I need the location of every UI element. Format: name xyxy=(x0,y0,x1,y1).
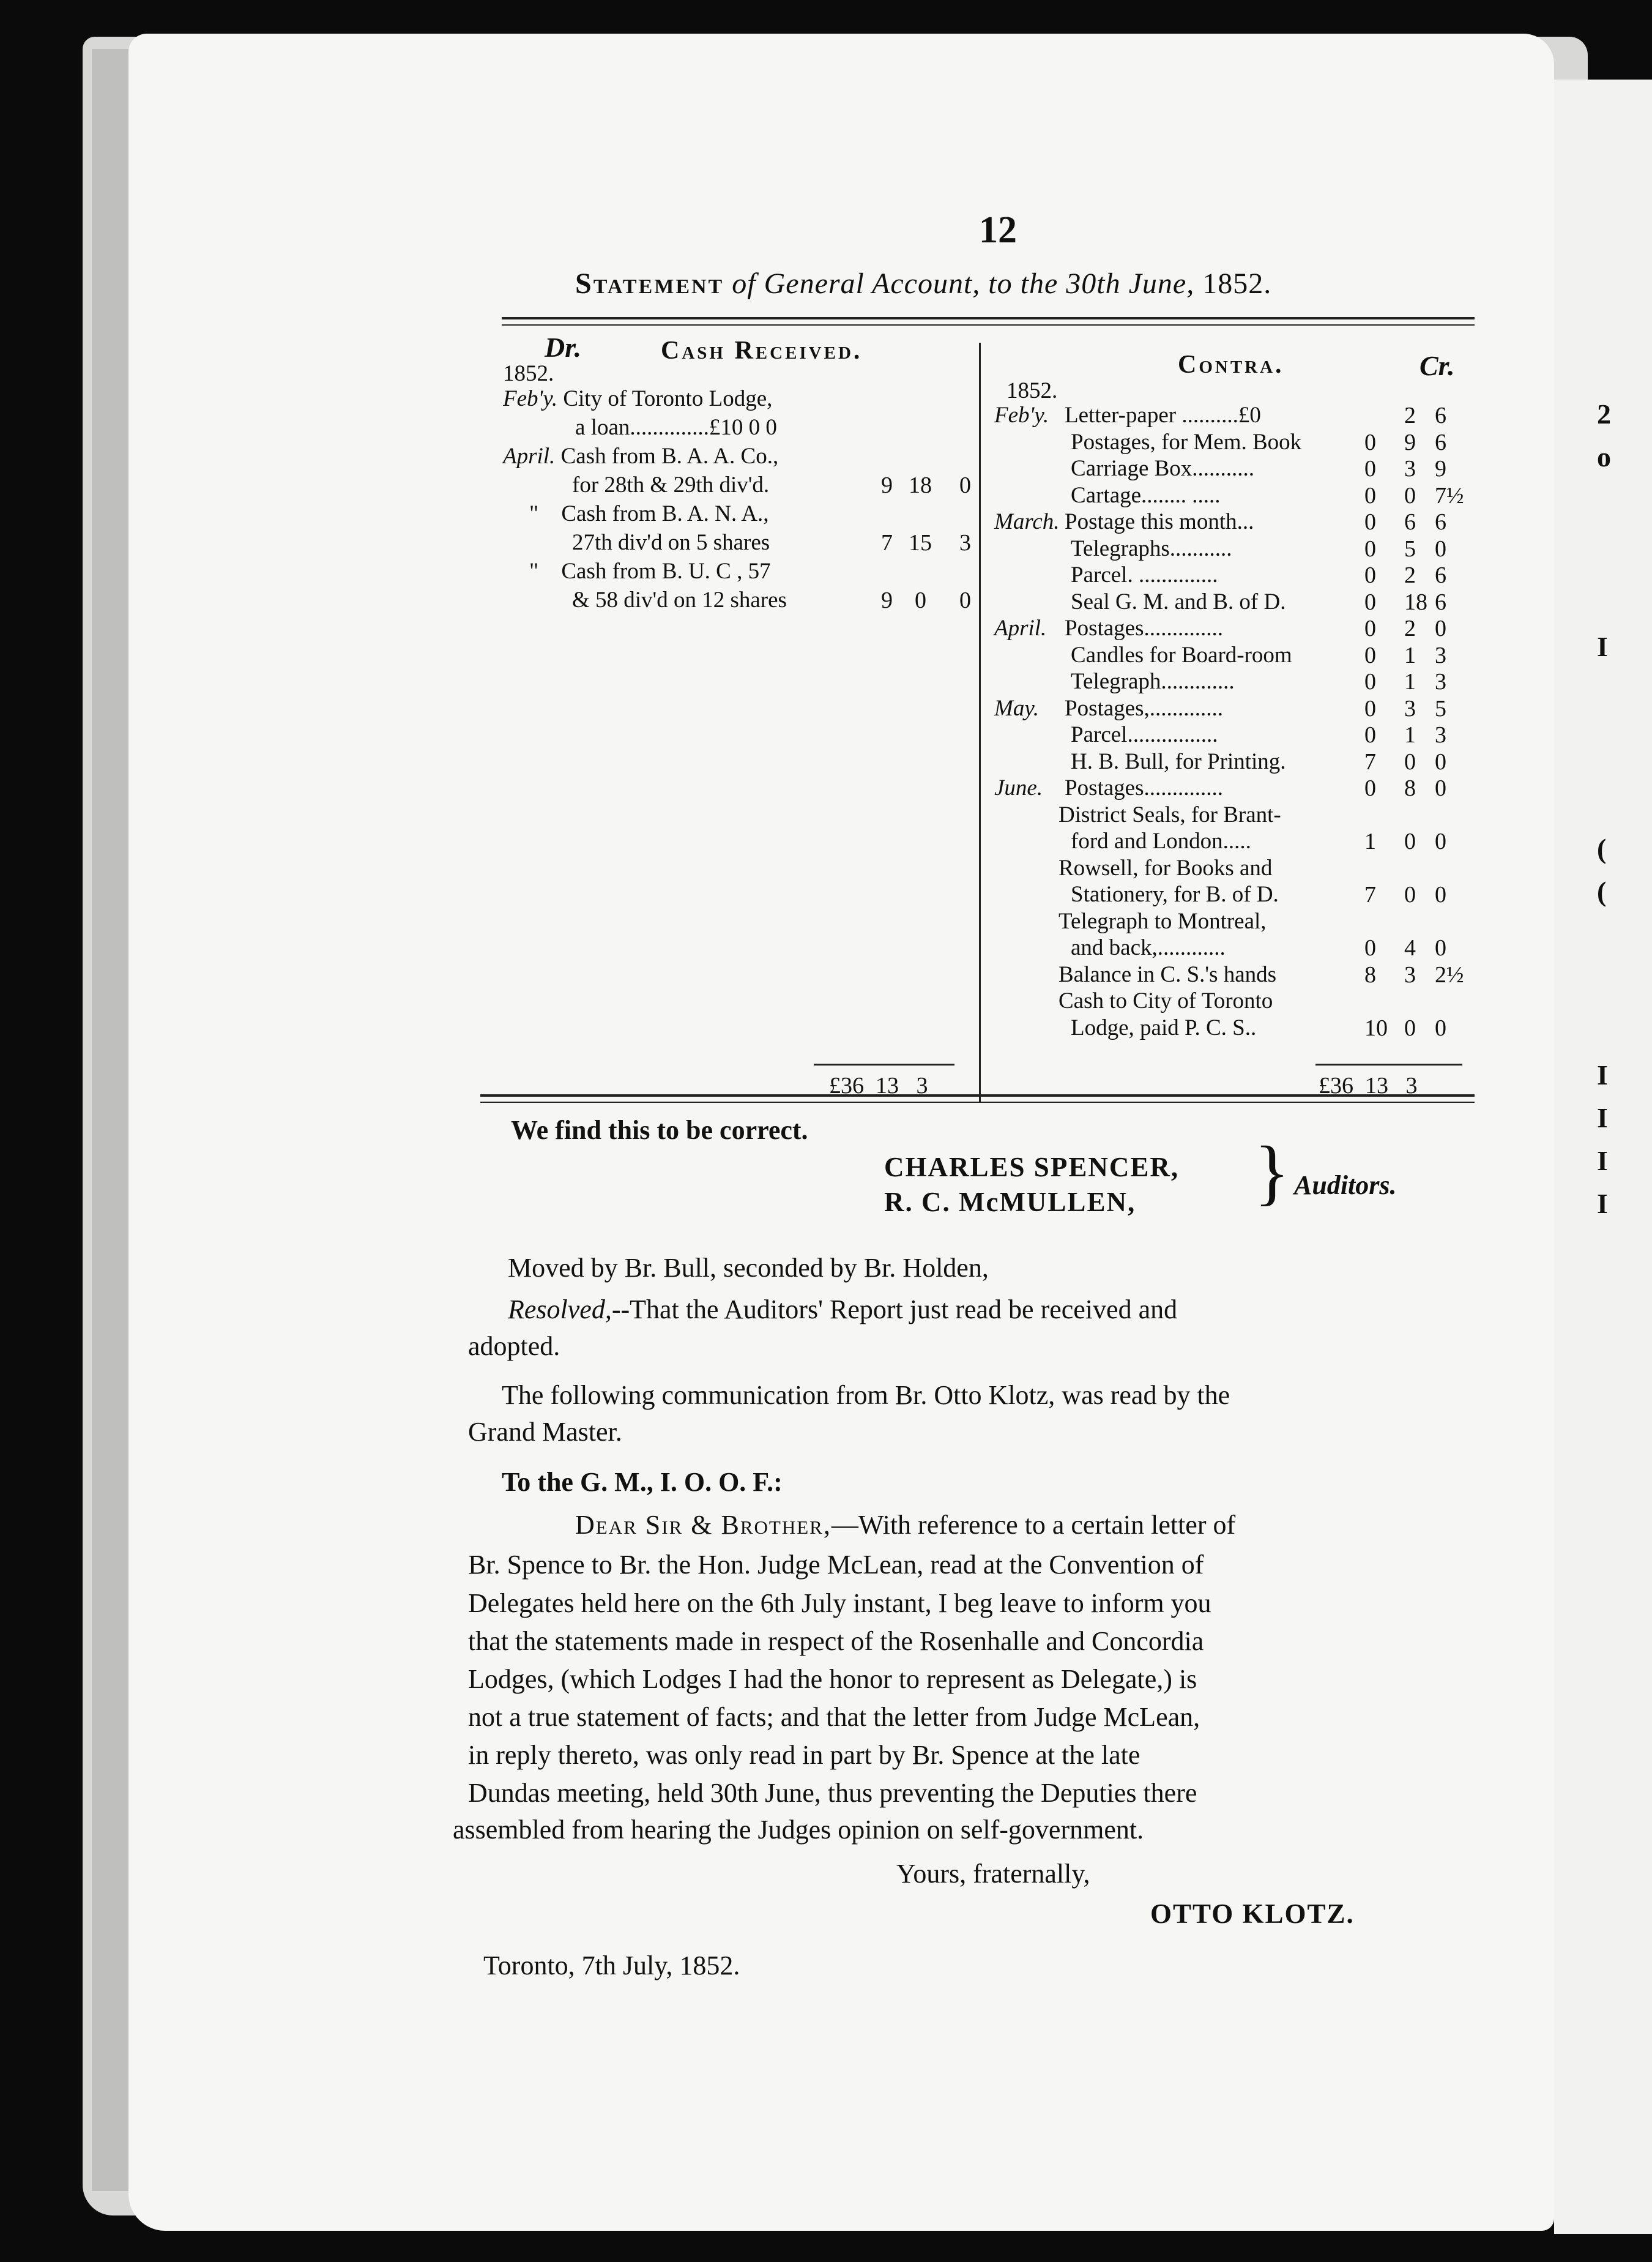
letter-line: in reply thereto, was only read in part by Br. Spence at the late xyxy=(468,1740,1140,1770)
amount-shillings: 0 xyxy=(1404,829,1416,854)
dr-label: Dr. xyxy=(545,332,582,363)
amount-pence: 2½ xyxy=(1435,962,1464,988)
amount-pounds: 0 xyxy=(1364,669,1376,695)
contra-month: April. xyxy=(994,616,1047,641)
contra-description: Parcel. .............. xyxy=(1071,562,1218,588)
left-year: 1852. xyxy=(503,361,554,386)
amount-pence: 3 xyxy=(959,530,971,556)
table-bottom-rule-thin xyxy=(480,1102,1475,1103)
contra-month: May. xyxy=(994,696,1039,721)
amount-pence: 0 xyxy=(1435,829,1446,854)
amount-pounds: 0 xyxy=(1364,775,1376,801)
letter-addressee: To the G. M., I. O. O. F.: xyxy=(502,1467,783,1497)
contra-description: Telegraphs........... xyxy=(1071,536,1232,561)
amount-shillings: 18 xyxy=(909,472,932,498)
facing-fragment: ( xyxy=(1597,876,1607,907)
page-title: Statement of General Account, to the 30th June, 1852. xyxy=(575,267,1272,300)
contra-heading: Contra. xyxy=(1178,351,1284,379)
left-row: 27th div'd on 5 shares xyxy=(572,530,770,555)
auditors-label: Auditors. xyxy=(1294,1170,1397,1200)
amount-pence: 0 xyxy=(1435,882,1446,908)
contra-description: Cash to City of Toronto xyxy=(1059,988,1273,1013)
communication-line: The following communication from Br. Otto Klotz, was read by the xyxy=(502,1380,1230,1410)
letter-line: Delegates held here on the 6th July instant, I beg leave to inform you xyxy=(468,1588,1211,1618)
letter-line: Dear Sir & Brother,—With reference to a certain letter of xyxy=(575,1510,1236,1540)
amount-pounds: 0 xyxy=(1364,562,1376,588)
auditor-name: CHARLES SPENCER, xyxy=(884,1152,1180,1182)
amount-pence: 5 xyxy=(1435,696,1446,722)
amount-pence: 0 xyxy=(1435,536,1446,562)
amount-shillings: 2 xyxy=(1404,616,1416,641)
amount-shillings: 2 xyxy=(1404,562,1416,588)
amount-pounds: 8 xyxy=(1364,962,1376,988)
contra-description: Balance in C. S.'s hands xyxy=(1059,962,1277,987)
amount-shillings: 1 xyxy=(1404,643,1416,668)
amount-pence: 0 xyxy=(1435,935,1446,961)
amount-pounds: 1 xyxy=(1364,829,1376,854)
amount-pence: 0 xyxy=(1435,775,1446,801)
facing-fragment: I xyxy=(1597,1059,1608,1091)
left-row: & 58 div'd on 12 shares xyxy=(572,588,787,613)
letter-line: that the statements made in respect of the Rosenhalle and Concordia xyxy=(468,1626,1204,1656)
contra-description: Postages,............. xyxy=(1065,696,1223,721)
letter-line: assembled from hearing the Judges opinion on self-government. xyxy=(453,1815,1144,1845)
amount-shillings: 3 xyxy=(1404,962,1416,988)
amount-pence: 3 xyxy=(1435,643,1446,668)
contra-description: ford and London..... xyxy=(1071,829,1251,854)
amount-pence: 6 xyxy=(1435,403,1446,428)
amount-pounds: 7 xyxy=(881,530,893,556)
amount-shillings: 5 xyxy=(1404,536,1416,562)
contra-description: Postage this month... xyxy=(1065,509,1254,534)
facing-fragment: o xyxy=(1597,441,1611,472)
contra-description: Rowsell, for Books and xyxy=(1059,856,1273,881)
letter-line: Lodges, (which Lodges I had the honor to represent as Delegate,) is xyxy=(468,1664,1197,1694)
communication-line: Grand Master. xyxy=(468,1417,622,1447)
facing-fragment: I xyxy=(1597,1188,1608,1219)
letter-closing: Yours, fraternally, xyxy=(896,1859,1090,1889)
verification-statement: We find this to be correct. xyxy=(511,1115,808,1145)
contra-description: Carriage Box........... xyxy=(1071,456,1255,481)
amount-shillings: 0 xyxy=(915,588,926,613)
table-top-rule-thin xyxy=(502,324,1475,326)
letter-line: Dundas meeting, held 30th June, thus preventing the Deputies there xyxy=(468,1778,1197,1808)
amount-pounds: 0 xyxy=(1364,935,1376,961)
contra-month: March. xyxy=(994,509,1060,534)
amount-pence: 9 xyxy=(1435,456,1446,482)
contra-description: Telegraph to Montreal, xyxy=(1059,909,1267,934)
amount-pounds: 0 xyxy=(1364,430,1376,455)
right-total: £36 13 3 xyxy=(1319,1073,1418,1099)
amount-shillings: 15 xyxy=(909,530,932,556)
amount-pounds: 0 xyxy=(1364,536,1376,562)
amount-pence: 7½ xyxy=(1435,483,1464,509)
amount-pounds: 7 xyxy=(1364,749,1376,775)
amount-shillings: 0 xyxy=(1404,1015,1416,1041)
amount-pence: 0 xyxy=(1435,1015,1446,1041)
contra-description: Postages.............. xyxy=(1065,775,1223,801)
contra-description: and back,............ xyxy=(1071,935,1226,960)
contra-description: H. B. Bull, for Printing. xyxy=(1071,749,1286,774)
left-row: for 28th & 29th div'd. xyxy=(572,472,770,498)
amount-pence: 3 xyxy=(1435,669,1446,695)
amount-pounds: 9 xyxy=(881,472,893,498)
amount-pence: 6 xyxy=(1435,509,1446,535)
amount-pence: 0 xyxy=(1435,616,1446,641)
left-row: " Cash from B. A. N. A., xyxy=(529,501,769,526)
amount-pence: 6 xyxy=(1435,589,1446,615)
left-row: " Cash from B. U. C , 57 xyxy=(529,559,771,584)
amount-pounds: 0 xyxy=(1364,589,1376,615)
contra-description: Candles for Board-room xyxy=(1071,643,1292,668)
page-stack xyxy=(92,49,128,2191)
contra-description: Stationery, for B. of D. xyxy=(1071,882,1279,907)
left-total: £36 13 3 xyxy=(829,1073,928,1099)
contra-description: Telegraph............. xyxy=(1071,669,1235,694)
amount-shillings: 9 xyxy=(1404,430,1416,455)
amount-shillings: 2 xyxy=(1404,403,1416,428)
amount-pounds: 0 xyxy=(1364,509,1376,535)
amount-pounds: 0 xyxy=(1364,616,1376,641)
amount-shillings: 18 xyxy=(1404,589,1427,615)
amount-shillings: 1 xyxy=(1404,669,1416,695)
amount-pounds: 0 xyxy=(1364,456,1376,482)
letter-signature: OTTO KLOTZ. xyxy=(1150,1898,1355,1929)
contra-description: Postages, for Mem. Book xyxy=(1071,430,1302,455)
amount-shillings: 1 xyxy=(1404,722,1416,748)
amount-shillings: 8 xyxy=(1404,775,1416,801)
left-row: Feb'y. City of Toronto Lodge, xyxy=(503,386,773,411)
amount-shillings: 0 xyxy=(1404,749,1416,775)
facing-fragment: I xyxy=(1597,631,1608,662)
amount-shillings: 0 xyxy=(1404,882,1416,908)
letter-place-date: Toronto, 7th July, 1852. xyxy=(483,1950,740,1980)
contra-description: Parcel................ xyxy=(1071,722,1218,747)
amount-shillings: 4 xyxy=(1404,935,1416,961)
contra-description: Letter-paper ..........£0 xyxy=(1065,403,1261,428)
right-total-rule xyxy=(1315,1064,1462,1066)
amount-shillings: 0 xyxy=(1404,483,1416,509)
brace: } xyxy=(1254,1131,1290,1212)
contra-description: District Seals, for Brant- xyxy=(1059,802,1281,827)
table-top-rule xyxy=(502,317,1475,319)
contra-description: Cartage........ ..... xyxy=(1071,483,1221,508)
amount-pounds: 10 xyxy=(1364,1015,1388,1041)
amount-pounds: 9 xyxy=(881,588,893,613)
facing-fragment: I xyxy=(1597,1102,1608,1133)
amount-pence: 3 xyxy=(1435,722,1446,748)
amount-pence: 0 xyxy=(959,472,971,498)
motion-line: adopted. xyxy=(468,1331,560,1361)
left-total-rule xyxy=(814,1064,954,1066)
motion-line: Moved by Br. Bull, seconded by Br. Holden, xyxy=(508,1253,989,1283)
contra-description: Seal G. M. and B. of D. xyxy=(1071,589,1286,614)
facing-fragment: ( xyxy=(1597,833,1607,864)
contra-month: Feb'y. xyxy=(994,403,1049,428)
amount-pounds: 0 xyxy=(1364,483,1376,509)
facing-fragment: I xyxy=(1597,1145,1608,1176)
left-row: April. Cash from B. A. A. Co., xyxy=(503,444,779,469)
amount-pence: 0 xyxy=(959,588,971,613)
amount-pounds: 0 xyxy=(1364,722,1376,748)
contra-description: Postages.............. xyxy=(1065,616,1223,641)
amount-shillings: 3 xyxy=(1404,456,1416,482)
left-row: a loan..............£10 0 0 xyxy=(575,415,777,440)
contra-month: June. xyxy=(994,775,1043,801)
column-divider xyxy=(979,343,981,1102)
amount-pounds: 0 xyxy=(1364,696,1376,722)
letter-line: Br. Spence to Br. the Hon. Judge McLean, read at the Convention of xyxy=(468,1550,1204,1580)
cr-label: Cr. xyxy=(1419,350,1455,381)
amount-pence: 6 xyxy=(1435,562,1446,588)
amount-shillings: 3 xyxy=(1404,696,1416,722)
amount-pence: 6 xyxy=(1435,430,1446,455)
motion-line: Resolved,--That the Auditors' Report just read be received and xyxy=(508,1294,1178,1324)
amount-shillings: 6 xyxy=(1404,509,1416,535)
letter-line: not a true statement of facts; and that the letter from Judge McLean, xyxy=(468,1702,1200,1732)
contra-description: Lodge, paid P. C. S.. xyxy=(1071,1015,1257,1040)
amount-pence: 0 xyxy=(1435,749,1446,775)
page-number: 12 xyxy=(979,209,1017,251)
facing-fragment: 2 xyxy=(1597,398,1611,430)
cash-received-heading: Cash Received. xyxy=(661,337,863,365)
amount-pounds: 7 xyxy=(1364,882,1376,908)
amount-pounds: 0 xyxy=(1364,643,1376,668)
right-year: 1852. xyxy=(1006,378,1058,403)
auditor-name: R. C. McMULLEN, xyxy=(884,1187,1136,1217)
facing-page xyxy=(1554,80,1652,2234)
